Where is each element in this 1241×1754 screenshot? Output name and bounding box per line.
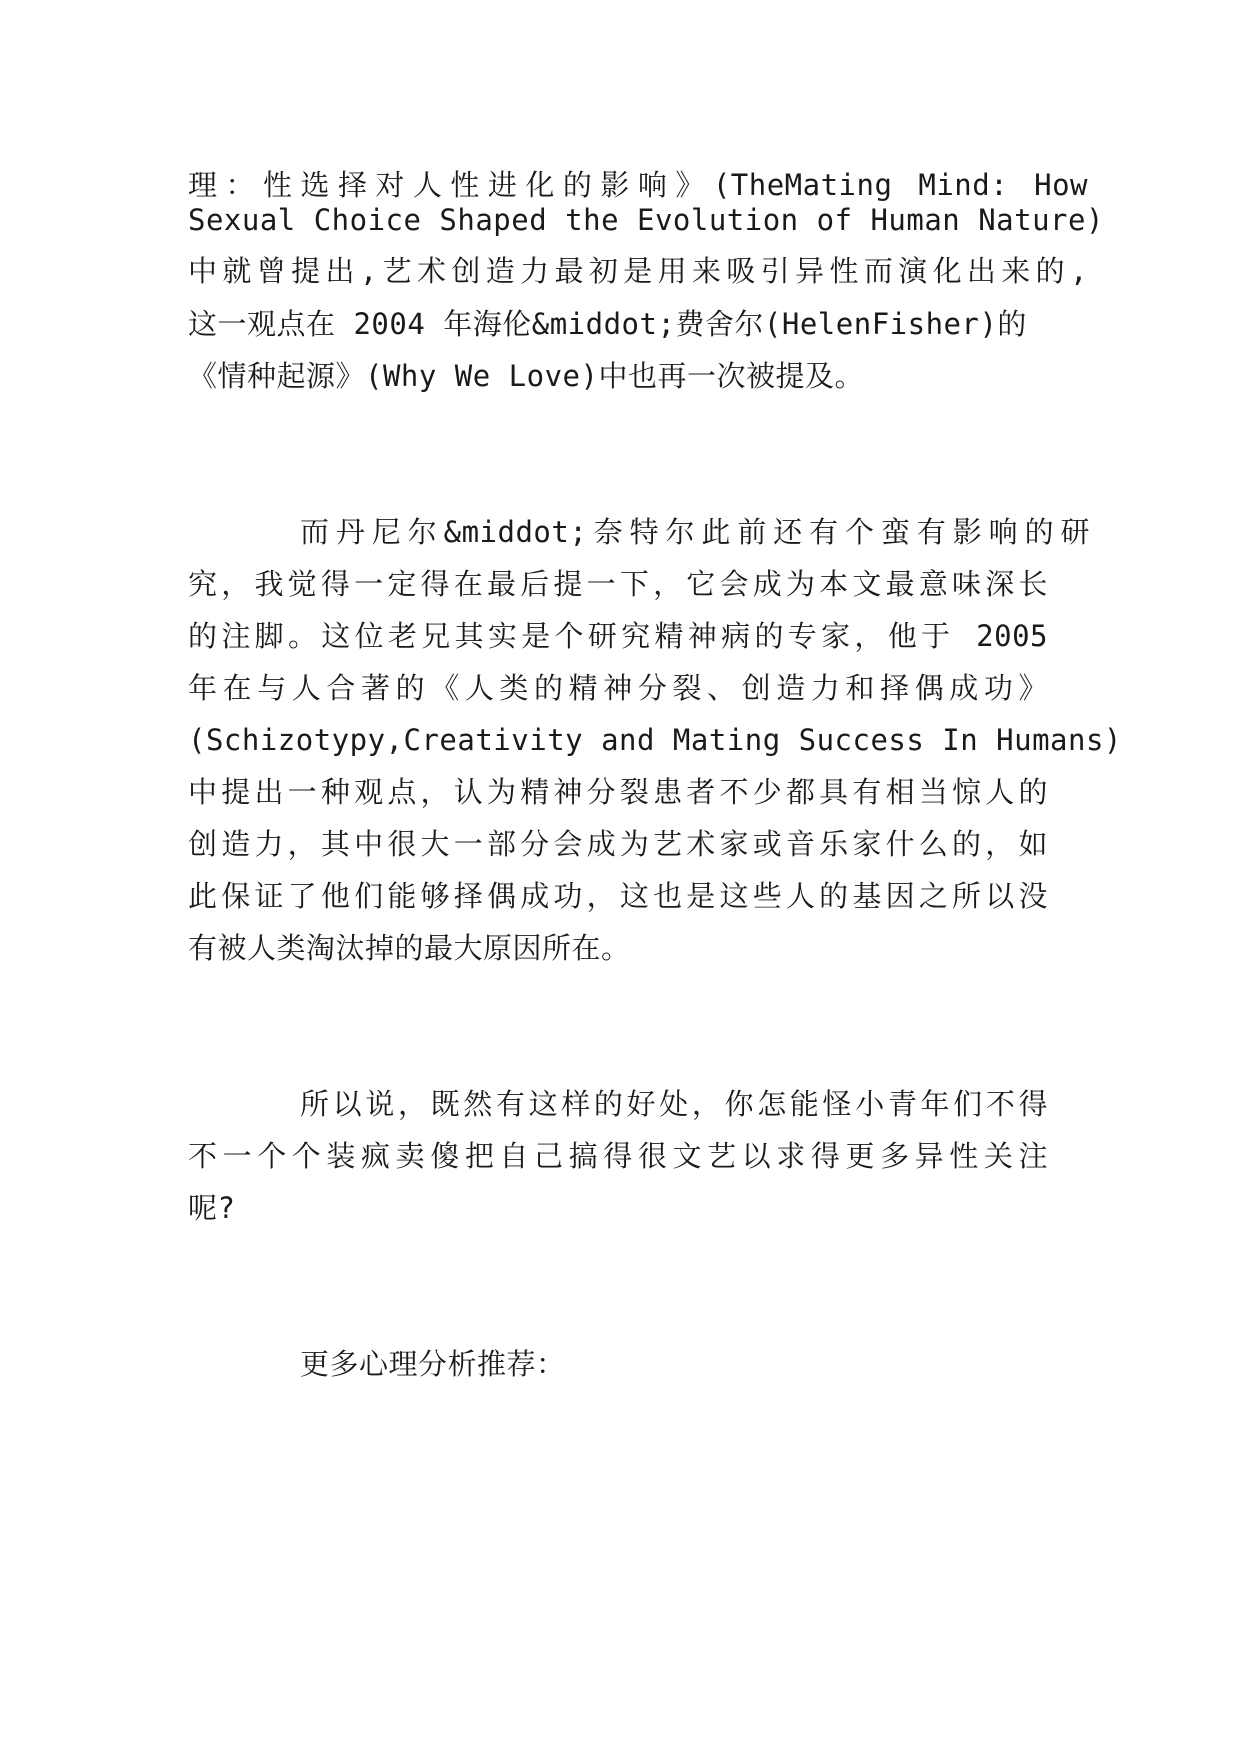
paragraph-2-line-5: (Schizotypy,Creativity and Mating Success In Humans) (188, 723, 1122, 757)
paragraph-1-line-1: 理：性选择对人性进化的影响》(TheMating Mind: How (188, 168, 1088, 202)
paragraph-1-line-2: Sexual Choice Shaped the Evolution of Human Nature) (188, 203, 1104, 237)
paragraph-1-line-4: 这一观点在 2004 年海伦&middot;费舍尔(HelenFisher)的 (188, 307, 1027, 341)
paragraph-4-line-1: 更多心理分析推荐： (300, 1347, 566, 1381)
paragraph-3-line-2: 不一个个装疯卖傻把自己搞得很文艺以求得更多异性关注 (188, 1139, 1048, 1173)
paragraph-3-line-1: 所以说，既然有这样的好处，你怎能怪小青年们不得 (300, 1087, 1048, 1121)
paragraph-2-line-4: 年在与人合著的《人类的精神分裂、创造力和择偶成功》 (188, 671, 1048, 705)
paragraph-2-line-6: 中提出一种观点，认为精神分裂患者不少都具有相当惊人的 (188, 775, 1048, 809)
paragraph-1-line-5: 《情种起源》(Why We Love)中也再一次被提及。 (188, 359, 864, 393)
paragraph-1-line-3: 中就曾提出,艺术创造力最初是用来吸引异性而演化出来的, (188, 254, 1088, 288)
paragraph-2-line-9: 有被人类淘汰掉的最大原因所在。 (188, 931, 631, 965)
paragraph-2-line-7: 创造力，其中很大一部分会成为艺术家或音乐家什么的，如 (188, 827, 1048, 861)
paragraph-2-line-2: 究，我觉得一定得在最后提一下，它会成为本文最意味深长 (188, 567, 1048, 601)
paragraph-2-line-3: 的注脚。这位老兄其实是个研究精神病的专家，他于 2005 (188, 619, 1048, 653)
paragraph-2-line-1: 而丹尼尔&middot;奈特尔此前还有个蛮有影响的研 (300, 515, 1090, 549)
paragraph-2-line-8: 此保证了他们能够择偶成功，这也是这些人的基因之所以没 (188, 879, 1048, 913)
paragraph-3-line-3: 呢? (188, 1191, 236, 1225)
